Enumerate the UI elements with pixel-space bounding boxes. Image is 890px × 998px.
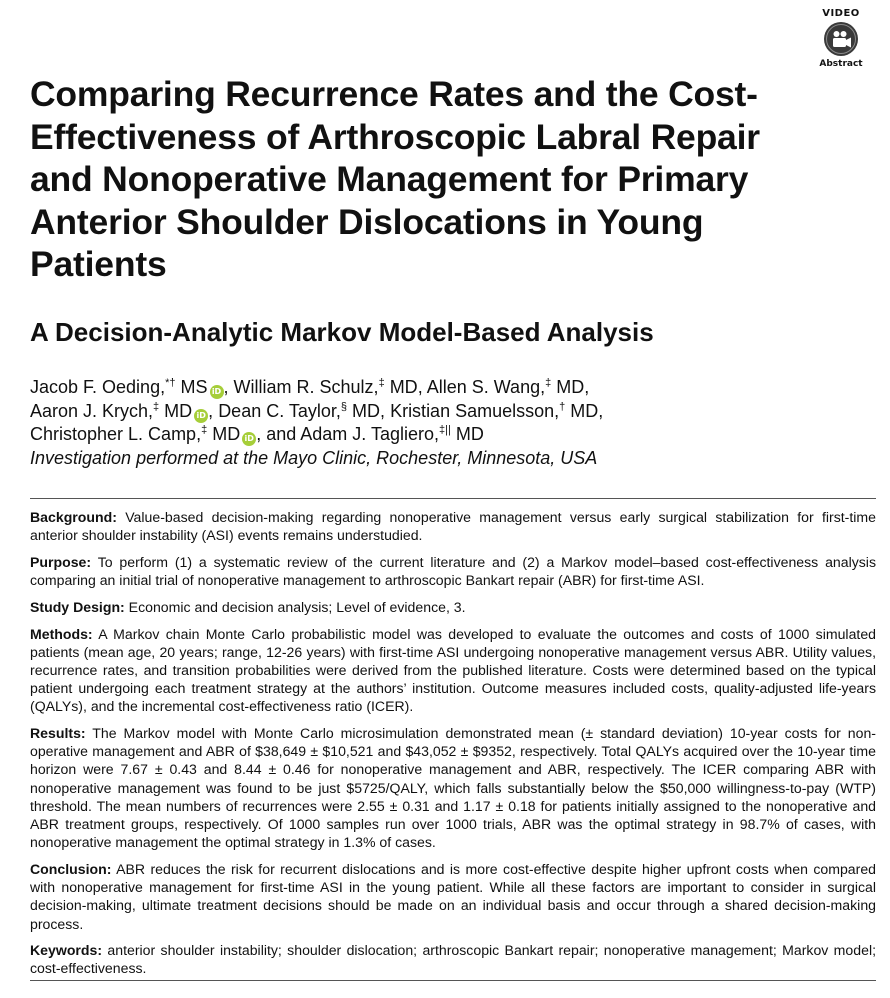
author-affiliation: ‡ [153,400,160,413]
author-affiliation: ‡ [545,377,552,389]
author-list [30,376,850,447]
author-2 [234,377,427,397]
author-separator: , [208,400,219,421]
abstract-keywords [30,941,876,977]
author-name: and Adam J. Tagliero, [266,424,439,444]
author-name: Allen S. Wang, [426,377,546,397]
section-label: Methods: [30,625,93,642]
section-label: Background: [30,509,117,525]
abstract-results [30,724,876,851]
author-degree: MD [207,424,241,444]
author-1 [30,377,234,397]
author-affiliation: ‡ [378,377,385,389]
author-3 [427,377,590,397]
author-name: William R. Schulz, [233,377,379,397]
section-text: ABR reduces the risk for recurrent dislocations and is more cost-effective despite higher upfront costs when compared with nonoperative management for first-time ASI in the young patient. While all these factors are important to consider in surgical decision-making, ultimate treatment decisions should be made on an individual basis and occur through a shared decision-making process. [30,860,876,932]
author-affiliation: ‡ [201,424,208,436]
video-camera-icon [823,21,859,57]
author-affiliation: *† [165,377,176,389]
badge-top-label: VIDEO [822,8,860,19]
abstract-conclusion [30,860,876,933]
author-name: Aaron J. Krych, [30,400,154,421]
abstract-background [30,508,876,544]
article-title: Comparing Recurrence Rates and the Cost-Effectiveness of Arthroscopic Labral Repair and Nonoperative Management for Primary Anterior Shoulder Dislocations in Young Patients [30,74,760,284]
badge-bottom-label: Abstract [819,59,863,69]
article-subtitle: A Decision-Analytic Markov Model-Based Analysis [30,317,654,347]
section-label: Study Design: [30,598,125,615]
section-text: To perform (1) a systematic review of the current literature and (2) a Markov model–based cost-effectiveness analysis comparing an initial trial of nonoperative management to arthroscopic Bankart repair (ABR) for first-time ASI. [30,553,876,589]
author-separator: , [380,400,391,421]
section-text: Value-based decision-making regarding nonoperative management versus early surgical stabilization for first-time anterior shoulder instability (ASI) events remains understudied. [30,509,876,544]
video-abstract-badge[interactable] [814,8,868,72]
author-affiliation: § [340,400,348,413]
author-5 [218,401,390,421]
author-degree: MD, [565,400,604,421]
author-separator: , [417,377,427,397]
section-label: Conclusion: [30,860,112,877]
author-7 [30,424,266,444]
author-name: Jacob F. Oeding, [30,377,166,397]
orcid-icon[interactable]: iD [242,432,256,446]
abstract-purpose [30,553,876,589]
author-6 [390,401,603,421]
author-name: Kristian Samuelsson, [390,400,560,421]
section-label: Keywords: [30,942,103,959]
orcid-icon[interactable]: iD [210,385,224,399]
author-name: Dean C. Taylor, [218,400,341,421]
abstract-study-design [30,598,876,616]
section-text: Economic and decision analysis; Level of evidence, 3. [124,598,466,615]
author-8 [266,424,484,444]
author-name: Christopher L. Camp, [30,424,202,444]
top-divider [30,498,876,499]
author-degree: MD, [551,377,590,397]
author-degree: MD [450,424,484,444]
abstract [30,508,876,986]
institution-note: Investigation performed at the Mayo Clinic, Rochester, Minnesota, USA [30,448,598,468]
author-affiliation: † [559,400,566,413]
author-degree: MD [384,377,418,397]
abstract-methods [30,625,876,716]
author-degree: MD [159,400,193,421]
section-label: Purpose: [30,553,92,570]
author-degree: MS [175,377,208,397]
section-text: anterior shoulder instability; shoulder dislocation; arthroscopic Bankart repair; nonoperative management; Markov model; cost-effectiveness. [30,942,876,977]
author-separator: , [256,424,267,444]
section-label: Results: [30,725,86,742]
author-affiliation: ‡|| [439,424,451,436]
orcid-icon[interactable]: iD [194,409,208,423]
section-text: The Markov model with Monte Carlo microsimulation demonstrated mean (± standard deviation) 10-year costs for non-operative management and ABR of $38,649 ± $10,521 and $43,052 ± $9352, respectively. Total QALYs acquired over the 10-year time horizon were 7.67 ± 0.43 and 8.44 ± 0.46 for nonoperative management and ABR, respectively. The ICER comparing ABR with nonoperative management was found to be just $5725/QALY, which falls substantially below the $50,000 willingness-to-pay (WTP) threshold. The mean numbers of recurrences were 2.55 ± 0.31 and 1.17 ± 0.18 for patients initially assigned to the nonoperative and ABR treatment groups, respectively. Of 1000 samples run over 1000 trials, ABR was the optimal strategy in 98.7% of cases, with nonoperative management the optimal strategy in 1.3% of cases. [30,725,876,851]
author-4 [30,401,218,421]
author-degree: MD [347,400,381,421]
author-separator: , [223,377,234,397]
bottom-divider [30,980,876,981]
section-text: A Markov chain Monte Carlo probabilistic model was developed to evaluate the outcomes and costs of 1000 simulated patients (mean age, 20 years; range, 12-26 years) with first-time ASI undergoing nonoperative management versus ABR. Utility values, recurrence rates, and transition probabilities were derived from the published literature. Costs were determined based on the typical patient undergoing each treatment strategy at the authors’ institution. Outcome measures included costs, quality-adjusted life-years (QALYs), and the incremental cost-effectiveness ratio (ICER). [30,625,876,715]
